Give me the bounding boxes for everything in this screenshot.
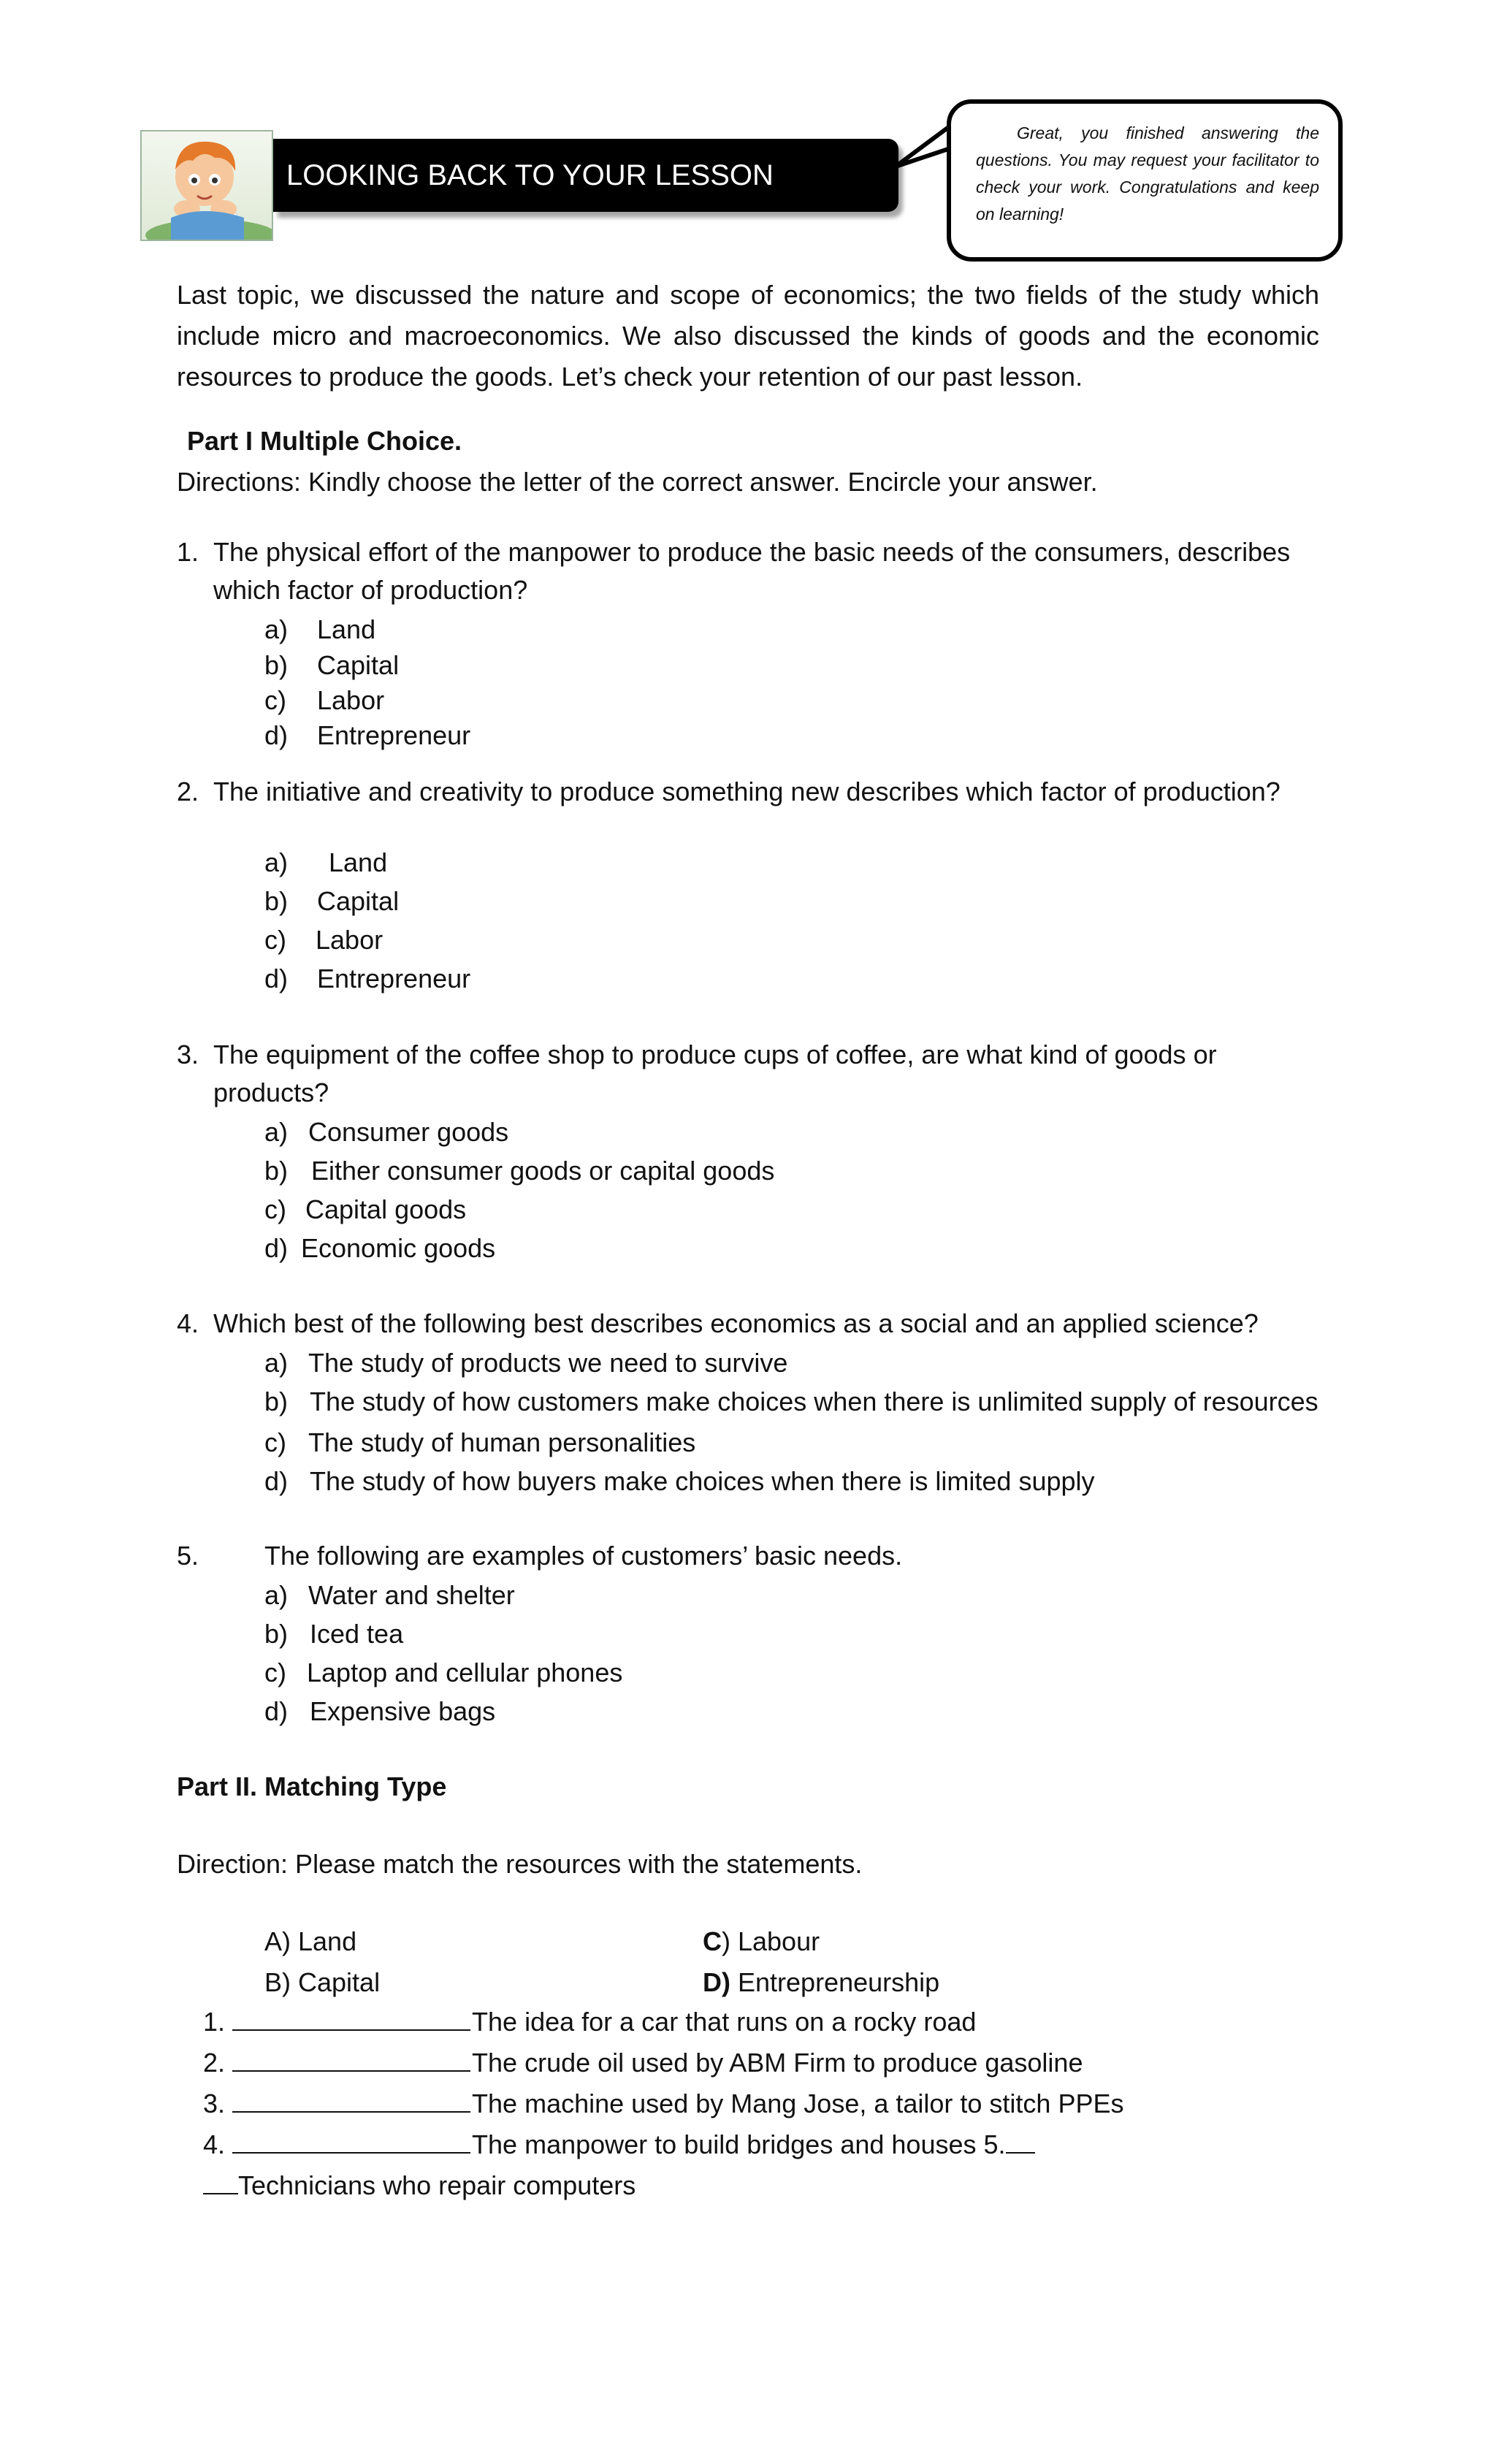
answer-blank[interactable]: [232, 2045, 470, 2072]
option-text: Either consumer goods or capital goods: [311, 1156, 775, 1186]
question-number: 5.: [177, 1541, 199, 1571]
option-text: The study of how customers make choices when there is unlimited supply of resources: [310, 1387, 1318, 1416]
matching-item: [203, 2126, 1035, 2164]
question-number: 2.: [177, 777, 199, 806]
option-text: Land: [317, 614, 376, 644]
answer-blank[interactable]: [232, 2005, 470, 2031]
option-text: Entrepreneur: [317, 964, 471, 993]
question-number: 1.: [177, 537, 199, 567]
answer-blank[interactable]: [232, 2086, 470, 2113]
option-letter: b): [264, 650, 289, 680]
matching-item-text: The crude oil used by ABM Firm to produce gasoline: [472, 2048, 1083, 2078]
part1-directions: Directions: Kindly choose the letter of the correct answer. Encircle your answer.: [177, 467, 1098, 497]
option-letter: d): [264, 1466, 289, 1496]
matching-item-text: Technicians who repair computers: [238, 2170, 636, 2200]
question-text: The equipment of the coffee shop to produce cups of coffee, are what kind of goods or: [213, 1040, 1217, 1069]
option-text: Consumer goods: [308, 1117, 509, 1147]
matching-item: [203, 2044, 1083, 2082]
option-text: Entrepreneur: [317, 720, 471, 750]
option-text: Capital: [317, 650, 400, 680]
option-text: Economic goods: [301, 1233, 496, 1263]
intro-paragraph: Last topic, we discussed the nature and scope of economics; the two fields of the study which include micro and macroeconomics. We also discussed the kinds of goods and the economic resources to produce the goods. Let’s check your retention of our past lesson.: [177, 280, 1319, 392]
matching-item-number: 2.: [203, 2048, 226, 2078]
choice-d-text: Entrepreneurship: [730, 1967, 940, 1997]
question-number: 4.: [177, 1308, 199, 1338]
choice-b: B) Capital: [264, 1967, 381, 1997]
choice-d: [703, 1964, 939, 2002]
question-text: The physical effort of the manpower to produce the basic needs of the consumers, describes: [213, 537, 1291, 567]
choice-c-text: ) Labour: [722, 1926, 820, 1956]
option-letter: b): [264, 886, 289, 916]
matching-item-text: The machine used by Mang Jose, a tailor to stitch PPEs: [472, 2089, 1124, 2118]
option-text: Iced tea: [310, 1619, 404, 1649]
option-text: Laptop and cellular phones: [307, 1658, 623, 1687]
option-text: Labor: [316, 925, 383, 955]
choice-a: A) Land: [264, 1926, 357, 1956]
option-text: Labor: [317, 685, 385, 715]
question-text-continued: products?: [213, 1077, 329, 1107]
option-text: The study of human personalities: [308, 1427, 696, 1457]
answer-blank[interactable]: [203, 2168, 238, 2194]
option-letter: d): [264, 1696, 289, 1726]
option-text: The study of products we need to survive: [308, 1348, 788, 1378]
option-text: Land: [329, 847, 388, 877]
matching-item-number: 3.: [203, 2089, 226, 2118]
choice-c-letter: C: [703, 1926, 722, 1956]
option-letter: b): [264, 1387, 289, 1416]
choice-d-letter: D): [703, 1967, 730, 1997]
part1-heading: Part I Multiple Choice.: [187, 426, 462, 456]
matching-item: [203, 2003, 976, 2041]
option-text: Capital: [317, 886, 400, 916]
question-text: Which best of the following best describes economics as a social and an applied science?: [213, 1308, 1259, 1338]
student-illustration: [140, 130, 273, 241]
part2-direction: Direction: Please match the resources with the statements.: [177, 1849, 863, 1879]
option-letter: c): [264, 1194, 286, 1224]
question-text: The initiative and creativity to produce something new describes which factor of production?: [213, 777, 1281, 806]
matching-item: [203, 2167, 636, 2205]
option-letter: a): [264, 614, 289, 644]
option-letter: c): [264, 1658, 286, 1687]
answer-blank[interactable]: [232, 2127, 470, 2154]
matching-item-number: 1.: [203, 2007, 226, 2037]
speech-bubble-text: Great, you finished answering the questions. You may request your facilitator to check your work. Congratulations and keep on learning!: [976, 123, 1319, 224]
option-letter: a): [264, 847, 289, 877]
option-text: Capital goods: [305, 1194, 467, 1224]
option-letter: c): [264, 1427, 286, 1457]
option-text: The study of how buyers make choices when there is limited supply: [310, 1466, 1095, 1496]
option-letter: d): [264, 720, 289, 750]
matching-item-text: The idea for a car that runs on a rocky road: [472, 2007, 977, 2037]
matching-item-text: The manpower to build bridges and houses 5.: [472, 2129, 1006, 2159]
option-letter: a): [264, 1580, 289, 1610]
question-number: 3.: [177, 1040, 199, 1069]
option-letter: a): [264, 1117, 289, 1147]
part2-heading: Part II. Matching Type: [177, 1771, 447, 1801]
choice-c: [703, 1923, 820, 1961]
option-text: Expensive bags: [310, 1696, 496, 1726]
matching-item-number: 4.: [203, 2129, 226, 2159]
option-letter: a): [264, 1348, 289, 1378]
option-letter: c): [264, 685, 286, 715]
option-letter: b): [264, 1619, 289, 1649]
option-letter: d): [264, 964, 289, 993]
question-text-continued: which factor of production?: [213, 575, 528, 605]
matching-item: [203, 2085, 1124, 2123]
option-text: Water and shelter: [308, 1580, 515, 1610]
option-letter: c): [264, 925, 286, 955]
answer-blank[interactable]: [1006, 2127, 1035, 2154]
option-letter: b): [264, 1156, 289, 1186]
option-letter: d): [264, 1233, 289, 1263]
section-title: LOOKING BACK TO YOUR LESSON: [286, 159, 774, 191]
question-text: The following are examples of customers’ basic needs.: [264, 1541, 903, 1571]
